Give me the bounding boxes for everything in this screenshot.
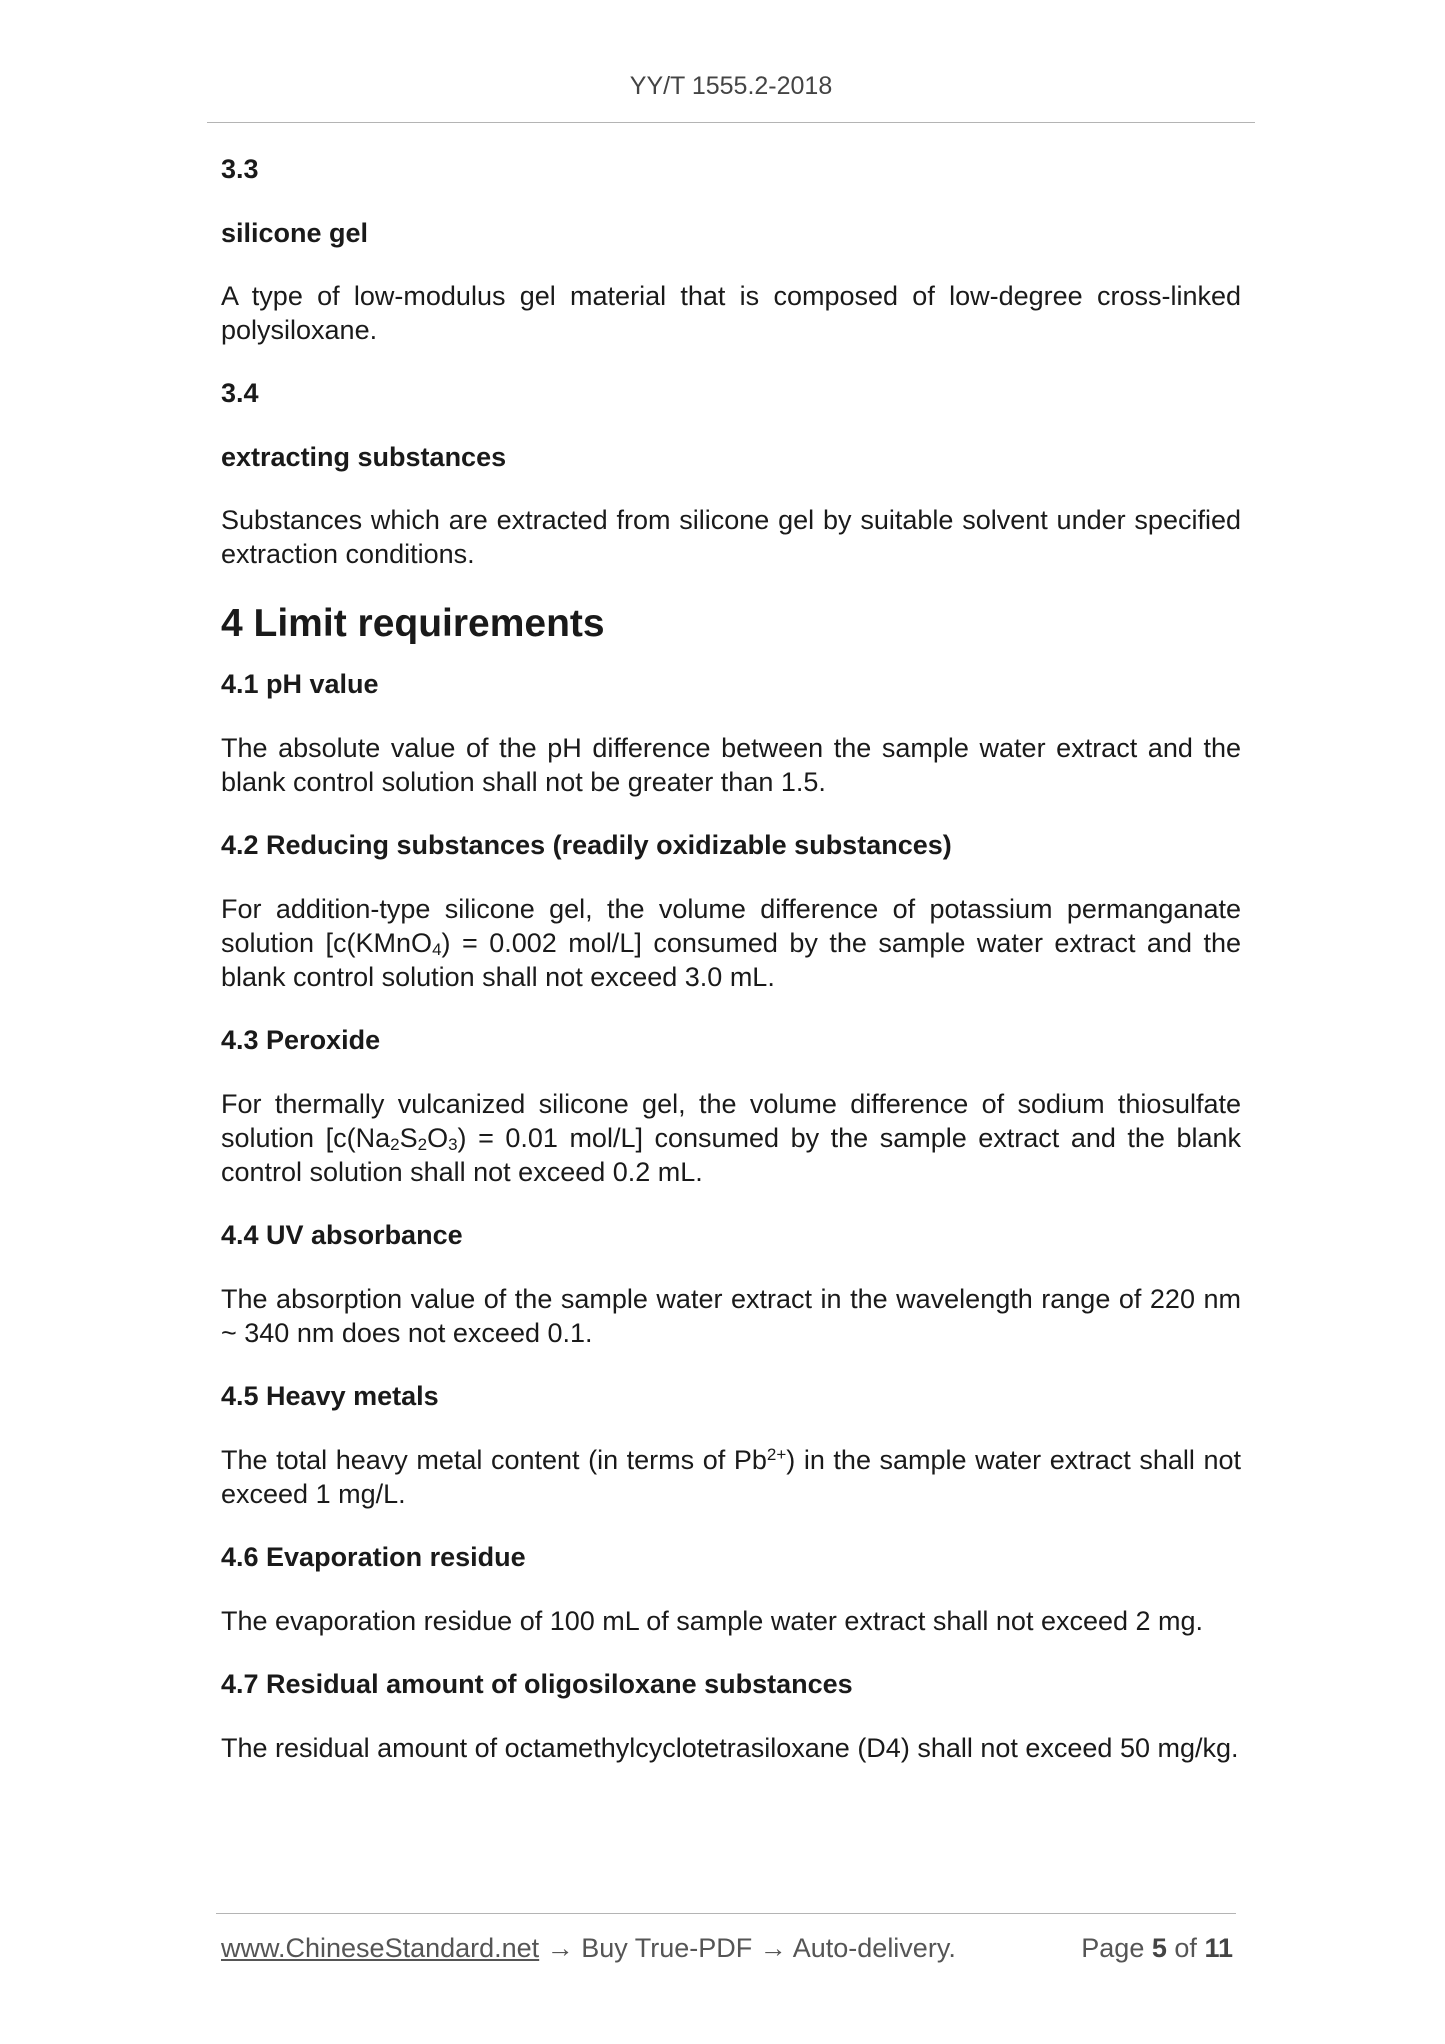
section-text-reducing: For addition-type silicone gel, the volume difference of potassium permanganate solution [c(KMnO$_4$) = 0.002 mol/L] consumed by the sample water extract and the blank control solution shall not exceed 3.0 mL. xyxy=(221,894,1241,992)
term-definition: Substances which are extracted from silicone gel by suitable solvent under specified extraction conditions. xyxy=(221,505,1241,569)
section-heading-residue: 4.6 Evaporation residue xyxy=(221,1542,526,1572)
section-heading-peroxide: 4.3 Peroxide xyxy=(221,1025,381,1055)
section-heading-oligosiloxane: 4.7 Residual amount of oligosiloxane substances xyxy=(221,1669,853,1699)
footer-left xyxy=(221,1933,956,1964)
section-text-residue: The evaporation residue of 100 mL of sample water extract shall not exceed 2 mg. xyxy=(221,1606,1204,1636)
term-name: silicone gel xyxy=(221,218,369,248)
page-footer xyxy=(221,1933,1233,1964)
section-text-uv: The absorption value of the sample water extract in the wavelength range of 220 nm ~ 340 nm does not exceed 0.1. xyxy=(221,1284,1241,1348)
section-heading-metals: 4.5 Heavy metals xyxy=(221,1381,439,1411)
section-heading-ph: 4.1 pH value xyxy=(221,669,379,699)
section-text-metals: The total heavy metal content (in terms of $Pb^{2+}$) in the sample water extract shall not exceed 1 mg/L. xyxy=(221,1445,1241,1509)
term-name: extracting substances xyxy=(221,442,507,472)
section-heading-reducing: 4.2 Reducing substances (readily oxidizable substances) xyxy=(221,830,952,860)
page-body xyxy=(221,152,1241,1794)
section-text-peroxide: For thermally vulcanized silicone gel, the volume difference of sodium thiosulfate solution [$c(Na_2S_2O_3) = 0.01$ mol/L] consumed by the sample extract and the blank control solution shall not exceed 0.2 mL. xyxy=(221,1089,1241,1187)
header-divider xyxy=(207,122,1255,123)
section-heading-uv: 4.4 UV absorbance xyxy=(221,1220,463,1250)
footer-tagline: → Buy True-PDF → Auto-delivery. xyxy=(539,1933,956,1963)
term-definition: A type of low-modulus gel material that is composed of low-degree cross-linked polysiloxane. xyxy=(221,281,1241,345)
document-code: YY/T 1555.2-2018 xyxy=(629,72,833,100)
section-text-ph: The absolute value of the pH difference between the sample water extract and the blank control solution shall not be greater than 1.5. xyxy=(221,733,1241,797)
clause-heading: 4 Limit requirements xyxy=(221,602,605,645)
term-number: 3.4 xyxy=(221,378,259,408)
website-link[interactable]: www.ChineseStandard.net xyxy=(221,1933,540,1963)
footer-divider xyxy=(216,1913,1236,1914)
total-pages: 11 xyxy=(1204,1933,1233,1963)
section-text-oligosiloxane: The residual amount of octamethylcyclotetrasiloxane (D4) shall not exceed 50 mg/kg. xyxy=(221,1733,1239,1763)
term-number: 3.3 xyxy=(221,154,259,184)
current-page: 5 xyxy=(1151,1933,1167,1963)
page-indicator: Page 5 of 11 xyxy=(1081,1933,1233,1963)
